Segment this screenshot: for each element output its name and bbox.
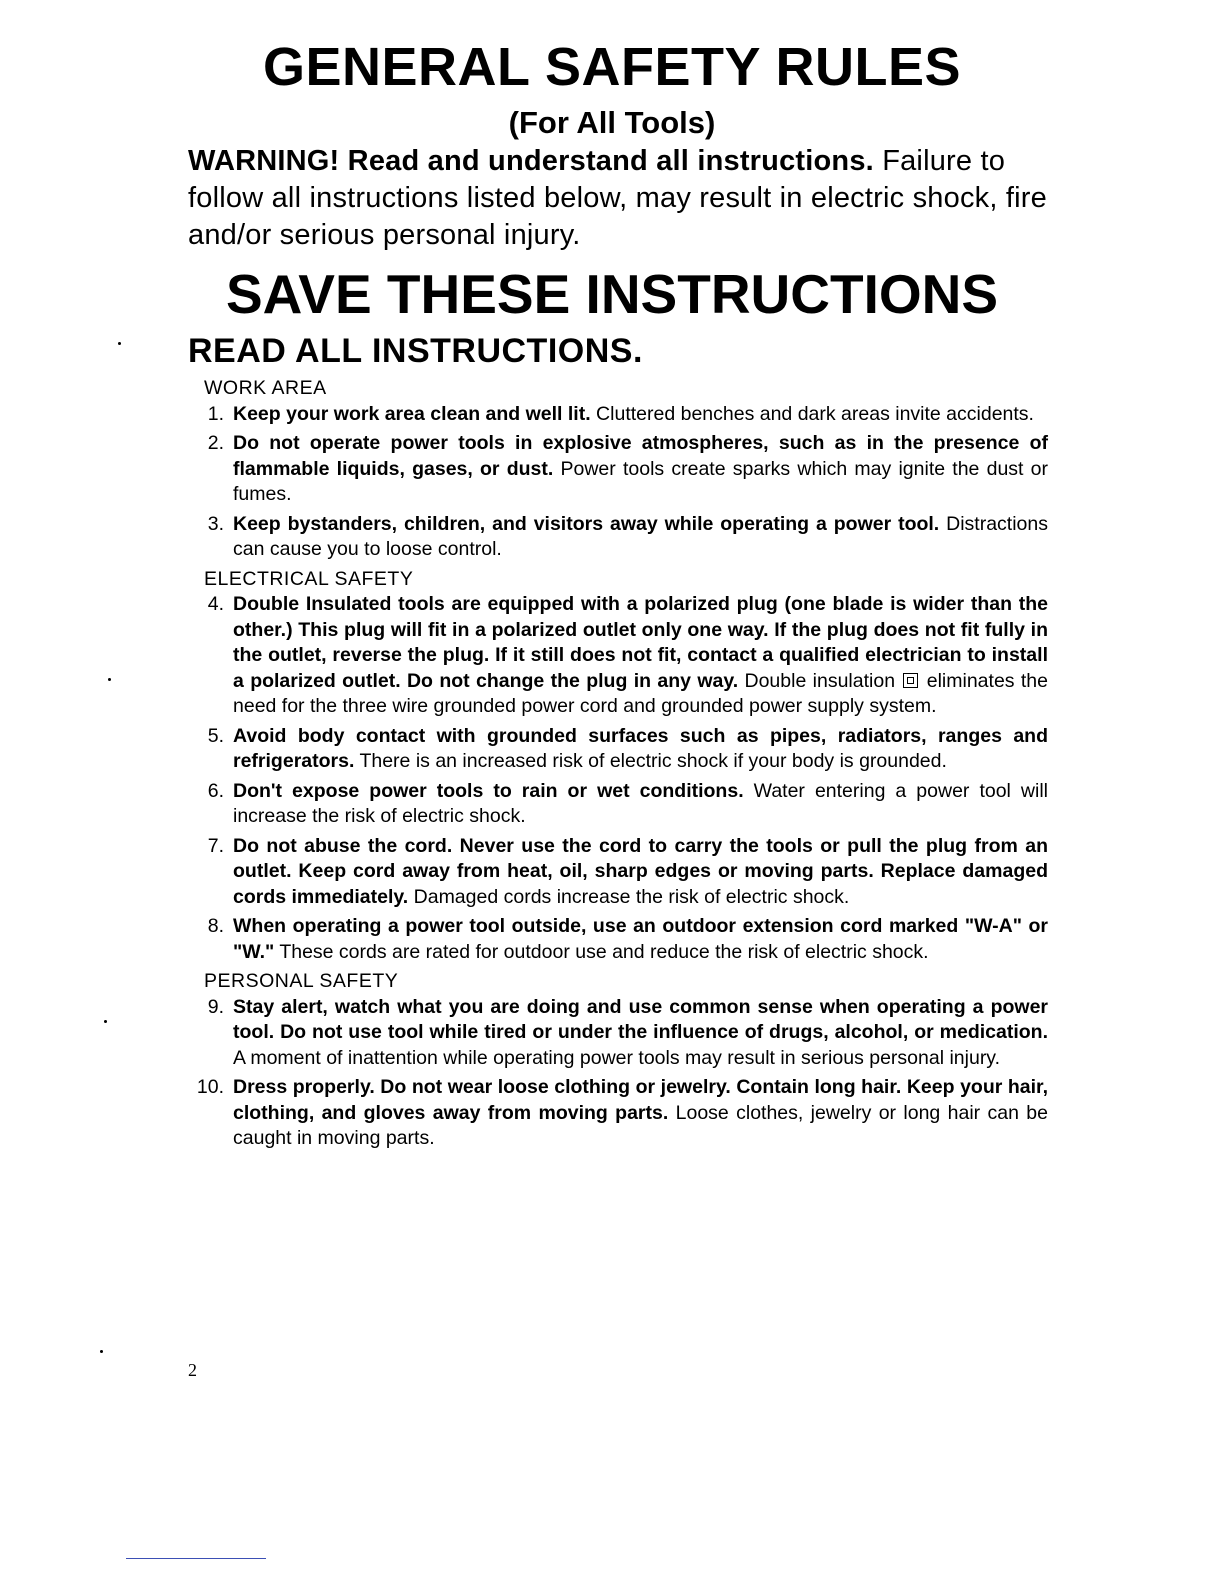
- rule-9: [190, 995, 1048, 1072]
- page-number: 2: [188, 1360, 197, 1380]
- scan-speck: [104, 1020, 107, 1023]
- rule-text: Cluttered benches and dark areas invite accidents.: [590, 402, 1034, 425]
- rule-number: 7 .: [190, 834, 224, 860]
- rule-3: [190, 512, 1048, 563]
- double-insulation-icon: [903, 673, 918, 688]
- rule-bold: Dress properly. Do not wear loose clothing or jewelry. Contain long hair. Keep your hair, clothing, and gloves away from moving parts.: [233, 1076, 1048, 1124]
- rule-text: Damaged cords increase the risk of electric shock.: [408, 885, 850, 908]
- section-heading-electrical-safety: ELECTRICAL SAFETY: [204, 567, 414, 590]
- scan-speck: [118, 342, 121, 345]
- page-title: GENERAL SAFETY RULES: [262, 37, 962, 97]
- warning-text: Failure to follow all instructions listed below, may result in electric shock, fire and/or serious personal injury.: [188, 145, 1047, 251]
- rule-number: 8 .: [190, 914, 224, 940]
- rule-bold: Keep your work area clean and well lit.: [233, 402, 591, 425]
- rule-bold: Double Insulated tools are equipped with a polarized plug (one blade is wider than the other.) This plug will fit in a polarized outlet only one way. If the plug does not fit fully in the outlet, reverse the plug. If it still does not fit, contact a qualified electrician to install a polarized outlet. Do not change the plug in any way.: [233, 593, 1048, 692]
- warning-paragraph: [188, 143, 1058, 254]
- rule-1: [190, 402, 1048, 428]
- rule-4: [190, 592, 1048, 720]
- warning-bold: WARNING! Read and understand all instructions.: [188, 145, 874, 177]
- rule-2: [190, 431, 1048, 508]
- read-instructions-heading: READ ALL INSTRUCTIONS.: [188, 332, 643, 370]
- rule-number: 3 .: [190, 512, 224, 538]
- page-subtitle: (For All Tools): [508, 105, 716, 140]
- rule-text: Double insulation: [738, 669, 896, 692]
- rule-10: [190, 1075, 1048, 1152]
- save-instructions-heading: SAVE THESE INSTRUCTIONS: [225, 263, 999, 325]
- rule-7: [190, 834, 1048, 911]
- rule-number: 4 .: [190, 592, 224, 618]
- rule-5: [190, 724, 1048, 775]
- scan-speck: [100, 1350, 103, 1353]
- scan-speck: [108, 678, 111, 681]
- rule-bold: Do not operate power tools in explosive atmospheres, such as in the presence of flammable liquids, gases, or dust.: [233, 432, 1048, 480]
- rules-list: [190, 376, 1048, 1156]
- rule-number: 6 .: [190, 779, 224, 805]
- rule-bold: Don't expose power tools to rain or wet conditions.: [233, 779, 744, 802]
- rule-number: 1 .: [190, 402, 224, 428]
- rule-number: 10 .: [190, 1075, 224, 1101]
- rule-bold: Keep bystanders, children, and visitors away while operating a power tool.: [233, 512, 940, 535]
- rule-number: 5 .: [190, 724, 224, 750]
- rule-bold: When operating a power tool outside, use an outdoor extension cord marked "W-A" or "W.": [233, 915, 1048, 963]
- rule-number: 2 .: [190, 431, 224, 457]
- rule-bold: Avoid body contact with grounded surfaces such as pipes, radiators, ranges and refrigerators.: [233, 724, 1048, 772]
- rule-text-continued: eliminates the need for the three wire grounded power cord and grounded power supply system.: [233, 669, 1048, 717]
- rule-text: Power tools create sparks which may ignite the dust or fumes.: [233, 457, 1048, 505]
- rule-text: Water entering a power tool will increase the risk of electric shock.: [233, 779, 1048, 827]
- footer-line: [126, 1558, 266, 1559]
- section-heading-work-area: WORK AREA: [204, 377, 327, 399]
- section-heading-personal-safety: PERSONAL SAFETY: [204, 970, 399, 992]
- rule-text: Distractions can cause you to loose control.: [233, 512, 1049, 560]
- rule-6: [190, 779, 1048, 830]
- rule-bold: Stay alert, watch what you are doing and use common sense when operating a power tool. Do not use tool while tired or under the influence of drugs, alcohol, or medication.: [233, 995, 1048, 1043]
- rule-text: A moment of inattention while operating power tools may result in serious personal injury.: [233, 1046, 1001, 1069]
- rule-bold: Do not abuse the cord. Never use the cord to carry the tools or pull the plug from an outlet. Keep cord away from heat, oil, sharp edges or moving parts. Replace damaged cords immediately.: [233, 834, 1048, 908]
- rule-text: These cords are rated for outdoor use and reduce the risk of electric shock.: [274, 940, 929, 963]
- rule-8: [190, 914, 1048, 965]
- rule-text: Loose clothes, jewelry or long hair can be caught in moving parts.: [233, 1101, 1048, 1149]
- rule-text: There is an increased risk of electric shock if your body is grounded.: [354, 750, 947, 772]
- rule-number: 9 .: [190, 995, 224, 1021]
